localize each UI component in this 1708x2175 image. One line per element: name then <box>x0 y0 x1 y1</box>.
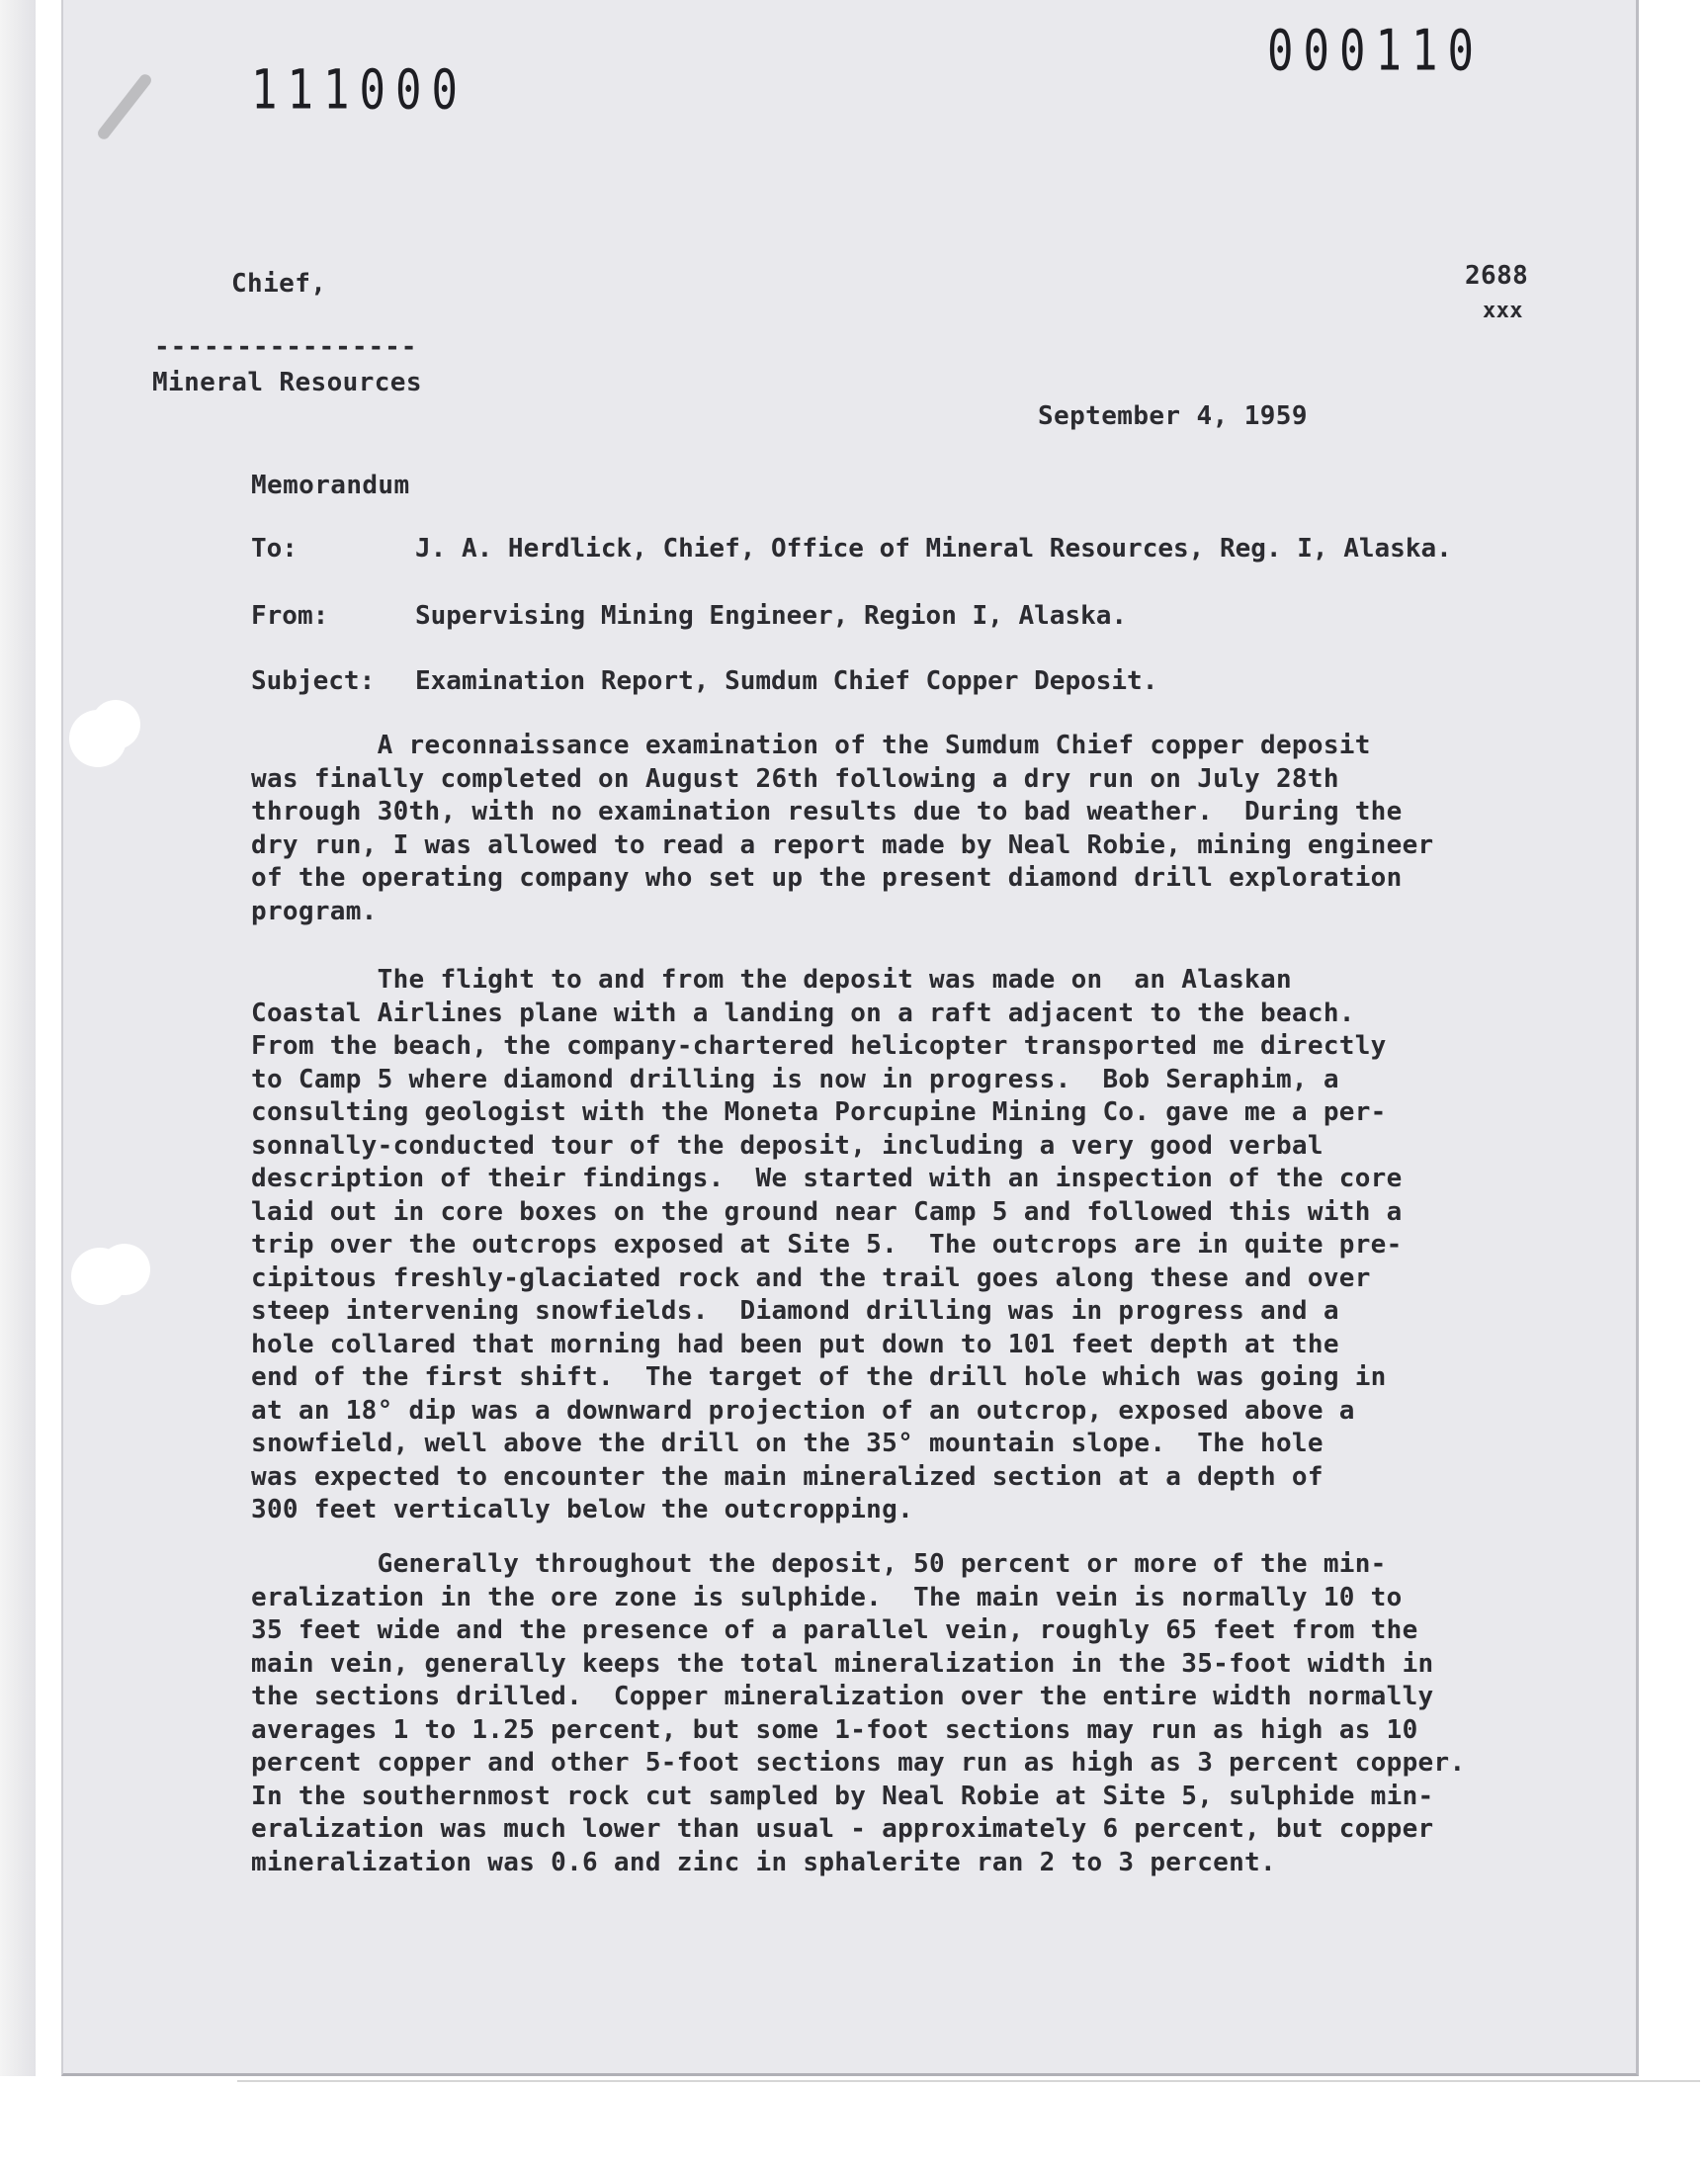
file-suffix: xxx <box>1483 299 1523 323</box>
subject-label: Subject: <box>251 666 376 696</box>
to-line <box>251 534 1452 564</box>
subject-value: Examination Report, Sumdum Chief Copper Deposit. <box>415 666 1158 696</box>
from-value: Supervising Mining Engineer, Region I, Alaska. <box>415 601 1128 631</box>
body-paragraph-1: A reconnaissance examination of the Sumdum Chief copper deposit was finally completed on August 26th following a dry run on July 28th through 30th, with no examination results due to bad weather. During the dry run, I was allowed to read a report made by Neal Robie, mining engineer of the operating company who set up the present diamond drill exploration program. <box>251 731 1434 926</box>
memo-title: Memorandum <box>251 471 410 500</box>
stamp-number-right: 000110 <box>1267 18 1484 84</box>
routing-chief: Chief, <box>231 269 327 299</box>
subject-line <box>251 666 1157 696</box>
to-label: To: <box>251 534 298 564</box>
to-value: J. A. Herdlick, Chief, Office of Mineral Resources, Reg. I, Alaska. <box>415 534 1452 564</box>
routing-dashes: ---------------- <box>154 332 418 362</box>
scan-bottom-edge <box>237 2080 1700 2082</box>
body-paragraph-2: The flight to and from the deposit was made on an Alaskan Coastal Airlines plane with a landing on a raft adjacent to the beach. From the beach, the company-chartered helicopter transported me directly to Camp 5 where diamond drilling is now in progress. Bob Seraphim, a consulting geologist with the Moneta Porcupine Mining Co. gave me a per- sonnally-conducted tour of the deposit, including a very good verbal description of their findings. We started with an inspection of the core laid out in core boxes on the ground near Camp 5 and followed this with a trip over the outcrops exposed at Site 5. The outcrops are in quite pre- cipitous freshly-glaciated rock and the trail goes along these and over steep intervening snowfields. Diamond drilling was in progress and a hole collared that morning had been put down to 101 feet depth at the end of the first shift. The target of the drill hole which was going in at an 18° dip was a downward projection of an outcrop, exposed above a snowfield, well above the drill on the 35° mountain slope. The hole was expected to encounter the main mineralized section at a depth of 300 feet vertically below the outcropping. <box>251 965 1403 1524</box>
memo-date: September 4, 1959 <box>1038 401 1308 431</box>
from-label: From: <box>251 601 329 631</box>
punch-hole <box>99 1244 150 1295</box>
punch-hole <box>91 700 140 749</box>
stamp-number-left: 111000 <box>251 58 468 123</box>
file-number: 2688 <box>1465 261 1529 291</box>
from-line <box>251 601 1127 631</box>
body-paragraph-3: Generally throughout the deposit, 50 percent or more of the min- eralization in the ore zone is sulphide. The main vein is normally 10 to 35 feet wide and the presence of a parallel vein, roughly 65 feet from the main vein, generally keeps the total mineralization in the 35-foot width in the sections drilled. Copper mineralization over the entire width normally averages 1 to 1.25 percent, but some 1-foot sections may run as high as 10 percent copper and other 5-foot sections may run as high as 3 percent copper. In the southernmost rock cut sampled by Neal Robie at Site 5, sulphide min- eralization was much lower than usual - approximately 6 percent, but copper mineralization was 0.6 and zinc in sphalerite ran 2 to 3 percent. <box>251 1549 1466 1877</box>
scan-edge <box>0 0 36 2076</box>
office-name: Mineral Resources <box>152 368 422 397</box>
